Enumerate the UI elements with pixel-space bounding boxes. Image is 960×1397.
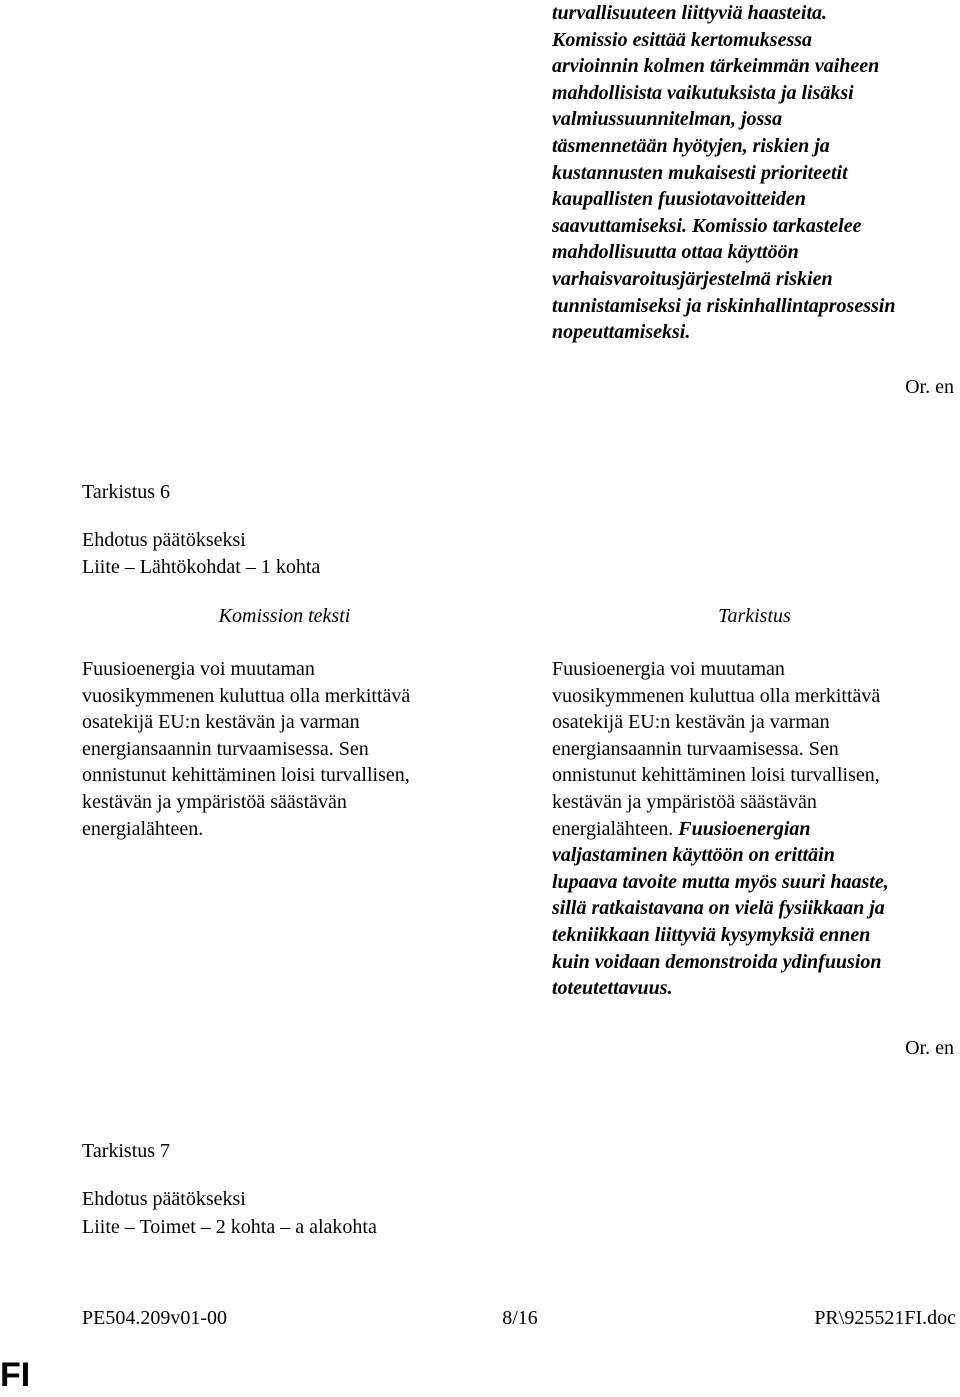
intro-line: Komissio esittää kertomuksessa bbox=[552, 28, 813, 51]
amendment-header: Tarkistus bbox=[718, 605, 791, 627]
intro-line: nopeuttamiseksi. bbox=[552, 321, 691, 344]
commission-text-line: energiansaannin turvaamisessa. Sen bbox=[82, 737, 369, 760]
amendment-6-reference: Liite – Lähtökohdat – 1 kohta bbox=[82, 556, 321, 578]
amendment-text-plain: energialähteen. bbox=[552, 817, 679, 840]
intro-line: valmiussuunnitelman, jossa bbox=[552, 108, 783, 131]
commission-text-line: osatekijä EU:n kestävän ja varman bbox=[82, 711, 360, 734]
amendment-text bbox=[552, 656, 957, 1002]
language-mark: FI bbox=[0, 1356, 31, 1394]
commission-text-line: kestävän ja ympäristöä säästävän bbox=[82, 790, 347, 813]
amendment-added-line: valjastaminen käyttöön on erittäin bbox=[552, 844, 835, 867]
amendment-text-line: vuosikymmenen kuluttua olla merkittävä bbox=[552, 684, 881, 707]
amendment-added-line: tekniikkaan liittyviä kysymyksiä ennen bbox=[552, 923, 871, 946]
footer-doc-id: PE504.209v01-00 bbox=[82, 1307, 227, 1329]
commission-text-line: vuosikymmenen kuluttua olla merkittävä bbox=[82, 684, 411, 707]
amendment-text-line: onnistunut kehittäminen loisi turvallisen, bbox=[552, 764, 880, 787]
intro-line: arvioinnin kolmen tärkeimmän vaiheen bbox=[552, 55, 880, 78]
amendment-7-reference: Liite – Toimet – 2 kohta – a alakohta bbox=[82, 1216, 377, 1238]
commission-text-line: onnistunut kehittäminen loisi turvallisen, bbox=[82, 764, 410, 787]
intro-line: kaupallisten fuusiotavoitteiden bbox=[552, 188, 806, 211]
amendment-text-line: Fuusioenergia voi muutaman bbox=[552, 658, 785, 680]
amendment-added-line: kuin voidaan demonstroida ydinfuusion bbox=[552, 950, 882, 973]
amendment-7-proposal: Ehdotus päätökseksi bbox=[82, 1188, 246, 1210]
intro-line: mahdollisuutta ottaa käyttöön bbox=[552, 241, 799, 264]
intro-line: täsmennetään hyötyjen, riskien ja bbox=[552, 134, 830, 157]
commission-text-line: energialähteen. bbox=[82, 817, 204, 840]
intro-line: turvallisuuteen liittyviä haasteita. bbox=[552, 2, 828, 24]
original-language-1: Or. en bbox=[905, 376, 954, 398]
amendment-text-added: Fuusioenergian bbox=[678, 817, 811, 840]
commission-text bbox=[82, 656, 487, 842]
footer-page-number: 8/16 bbox=[502, 1307, 538, 1329]
amendment-added-line: lupaava tavoite mutta myös suuri haaste, bbox=[552, 870, 889, 893]
intro-line: saavuttamiseksi. Komissio tarkastelee bbox=[552, 214, 862, 237]
amendment-text-line bbox=[552, 816, 957, 843]
intro-line: varhaisvaroitusjärjestelmä riskien bbox=[552, 267, 833, 290]
amendment-7-title: Tarkistus 7 bbox=[82, 1140, 171, 1162]
intro-line: tunnistamiseksi ja riskinhallintaprosessin bbox=[552, 294, 896, 317]
commission-text-line: Fuusioenergia voi muutaman bbox=[82, 658, 315, 680]
intro-line: kustannusten mukaisesti prioriteetit bbox=[552, 161, 848, 184]
intro-continued-text bbox=[552, 0, 957, 346]
amendment-text-line: osatekijä EU:n kestävän ja varman bbox=[552, 711, 830, 734]
amendment-added-line: sillä ratkaistavana on vielä fysiikkaan ja bbox=[552, 897, 885, 920]
amendment-text-line: kestävän ja ympäristöä säästävän bbox=[552, 790, 817, 813]
footer-file-name: PR\925521FI.doc bbox=[814, 1307, 956, 1329]
intro-line: mahdollisista vaikutuksista ja lisäksi bbox=[552, 81, 854, 104]
amendment-6-proposal: Ehdotus päätökseksi bbox=[82, 529, 246, 551]
amendment-added-line: toteutettavuus. bbox=[552, 977, 673, 1000]
amendment-6-title: Tarkistus 6 bbox=[82, 481, 171, 503]
commission-text-header: Komission teksti bbox=[218, 605, 351, 627]
amendment-text-line: energiansaannin turvaamisessa. Sen bbox=[552, 737, 839, 760]
original-language-2: Or. en bbox=[905, 1037, 954, 1059]
